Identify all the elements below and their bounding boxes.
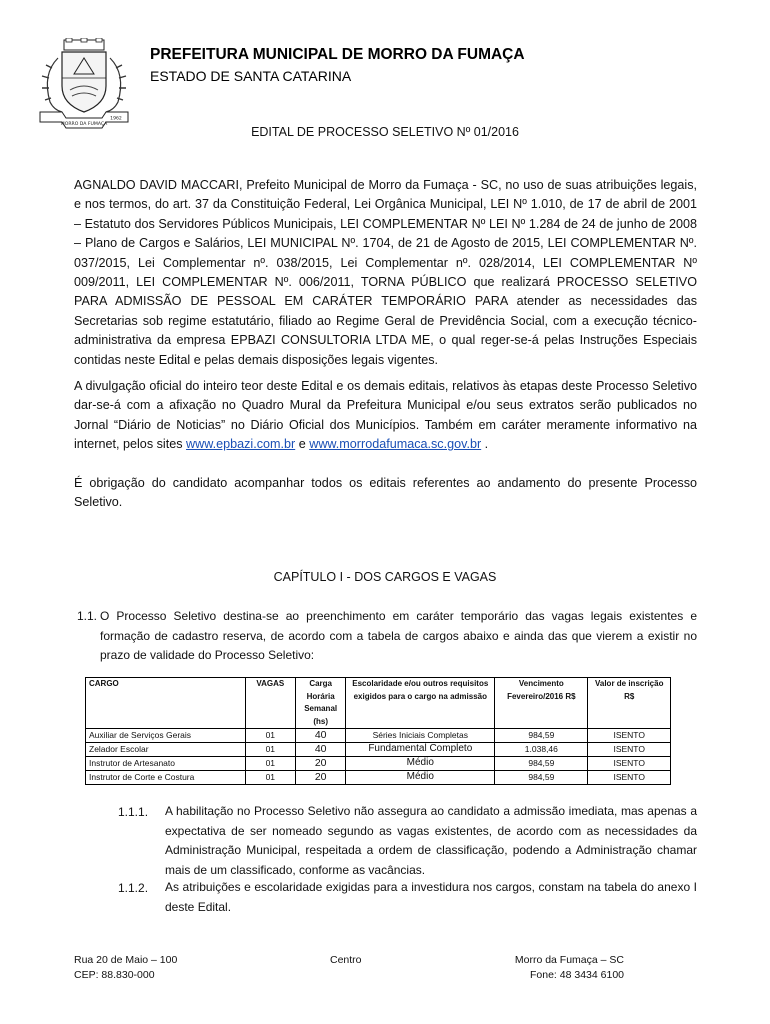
cell-escolaridade: Séries Iniciais Completas <box>346 729 495 743</box>
table-row <box>86 743 671 757</box>
footer-street: Rua 20 de Maio – 100 <box>74 954 178 966</box>
item-1-1-2-text: As atribuições e escolaridade exigidas para a investidura nos cargos, constam na tabela do anexo I deste Edital. <box>165 880 697 914</box>
header-subtitle: ESTADO DE SANTA CATARINA <box>150 68 352 84</box>
cell-vagas: 01 <box>245 771 295 785</box>
footer-phone: Fone: 48 3434 6100 <box>530 968 624 981</box>
cell-vagas: 01 <box>245 729 295 743</box>
cell-vencimento: 984,59 <box>495 729 588 743</box>
divulgacao-paragraph <box>74 377 697 455</box>
cell-carga: 40 <box>295 729 345 743</box>
footer-bairro: Centro <box>330 954 362 966</box>
header-cargo: CARGO <box>86 678 246 729</box>
cell-valor: ISENTO <box>588 771 671 785</box>
cell-cargo: Zelador Escolar <box>86 743 246 757</box>
cell-vencimento: 1.038,46 <box>495 743 588 757</box>
svg-text:MORRO DA FUMAÇA: MORRO DA FUMAÇA <box>60 122 108 127</box>
cell-cargo: Instrutor de Artesanato <box>86 757 246 771</box>
item-1-1-1-text: A habilitação no Processo Seletivo não assegura ao candidato a admissão imediata, mas apenas a expectativa de ser nomeado segundo as vagas existentes, de acordo com as necessidades da Administração Municipal, respeitada a ordem de classificação, podendo a Administração chamar mais de um classificado, conforme as vacâncias. <box>165 804 697 877</box>
footer-contact <box>470 953 624 982</box>
item-1-1-number: 1.1. <box>77 609 98 623</box>
header-title: PREFEITURA MUNICIPAL DE MORRO DA FUMAÇA <box>150 46 525 63</box>
divulgacao-text: A divulgação oficial do inteiro teor deste Edital e os demais editais, relativos às etapas deste Processo Seletivo dar-se-á com a afixação no Quadro Mural da Prefeitura Municipal e/ou seus extratos serão publicados no Jornal “Diário de Noticias” no Diário Oficial dos Municípios. Também em caráter meramente informativo na internet, pelos sites <box>74 379 697 452</box>
header-escolaridade: Escolaridade e/ou outros requisitos exigidos para o cargo na admissão <box>346 678 495 729</box>
edital-title: EDITAL DE PROCESSO SELETIVO Nº 01/2016 <box>251 125 519 139</box>
header-vagas: VAGAS <box>245 678 295 729</box>
cell-cargo: Instrutor de Corte e Costura <box>86 771 246 785</box>
cell-valor: ISENTO <box>588 743 671 757</box>
cell-escolaridade: Médio <box>346 771 495 785</box>
svg-text:1962: 1962 <box>110 116 122 122</box>
footer-address <box>74 953 177 982</box>
table-row <box>86 757 671 771</box>
footer-city: Morro da Fumaça – SC <box>514 954 624 966</box>
cargos-table <box>85 677 671 785</box>
header-carga: Carga Horária Semanal (hs) <box>295 678 345 729</box>
table-row <box>86 771 671 785</box>
cell-vagas: 01 <box>245 757 295 771</box>
cell-valor: ISENTO <box>588 729 671 743</box>
cell-carga: 20 <box>295 757 345 771</box>
municipal-crest-logo <box>36 38 132 130</box>
item-1-1-2-number: 1.1.2. <box>118 881 149 895</box>
chapter-title: CAPÍTULO I - DOS CARGOS E VAGAS <box>273 570 497 584</box>
cell-carga: 20 <box>295 771 345 785</box>
item-1-1-1-number: 1.1.1. <box>118 805 149 819</box>
header-vencimento: Vencimento Fevereiro/2016 R$ <box>495 678 588 729</box>
cell-valor: ISENTO <box>588 757 671 771</box>
conjunction-text: e <box>298 437 306 452</box>
item-1-1-text: O Processo Seletivo destina-se ao preenchimento em caráter temporário das vagas legais existentes e formação de cadastro reserva, de acordo com a tabela de cargos abaixo e ainda das que vierem a existir no prazo de validade do Processo Seletivo: <box>100 609 697 663</box>
table-header-row <box>86 678 671 729</box>
cell-vencimento: 984,59 <box>495 771 588 785</box>
footer-cep: CEP: 88.830-000 <box>74 968 155 981</box>
cell-vencimento: 984,59 <box>495 757 588 771</box>
table-row <box>86 729 671 743</box>
cell-vagas: 01 <box>245 743 295 757</box>
intro-paragraph: AGNALDO DAVID MACCARI, Prefeito Municipal de Morro da Fumaça - SC, no uso de suas atribuições legais, e nos termos, do art. 37 da Constituição Federal, Lei Orgânica Municipal, LEI Nº 1.010, de 17 de abril de 2001 – Estatuto dos Servidores Públicos Municipais, LEI COMPLEMENTAR Nº LEI Nº 1.284 de 24 de junho de 2008 – Plano de Cargos e Salários, LEI MUNICIPAL Nº. 1704, de 21 de Agosto de 2015, LEI COMPLEMENTAR Nº. 037/2015, Lei Complementar nº. 038/2015, Lei Complementar nº. 028/2014, LEI COMPLEMENTAR Nº 009/2011, LEI COMPLEMENTAR Nº. 006/2011, TORNA PÚBLICO que realizará PROCESSO SELETIVO PARA ADMISSÃO DE PESSOAL EM CARÁTER TEMPORÁRIO PARA atender as necessidades das Secretarias sob regime estatutário, filiado ao Regime Geral de Previdência Social, com a execução técnico-administrativa da empresa EPBAZI CONSULTORIA LTDA ME, o qual reger-se-á pelas Instruções Especiais contidas neste Edital e pelas demais disposições legais vigentes. <box>74 178 697 367</box>
period-text: . <box>484 437 489 452</box>
morrodafumaca-link[interactable]: www.morrodafumaca.sc.gov.br <box>309 437 482 452</box>
cell-cargo: Auxiliar de Serviços Gerais <box>86 729 246 743</box>
header-valor: Valor de inscrição R$ <box>588 678 671 729</box>
obrigacao-paragraph: É obrigação do candidato acompanhar todos os editais referentes ao andamento do presente Processo Seletivo. <box>74 476 697 510</box>
cell-carga: 40 <box>295 743 345 757</box>
cell-escolaridade: Médio <box>346 757 495 771</box>
epbazi-link[interactable]: www.epbazi.com.br <box>186 437 296 452</box>
cell-escolaridade: Fundamental Completo <box>346 743 495 757</box>
